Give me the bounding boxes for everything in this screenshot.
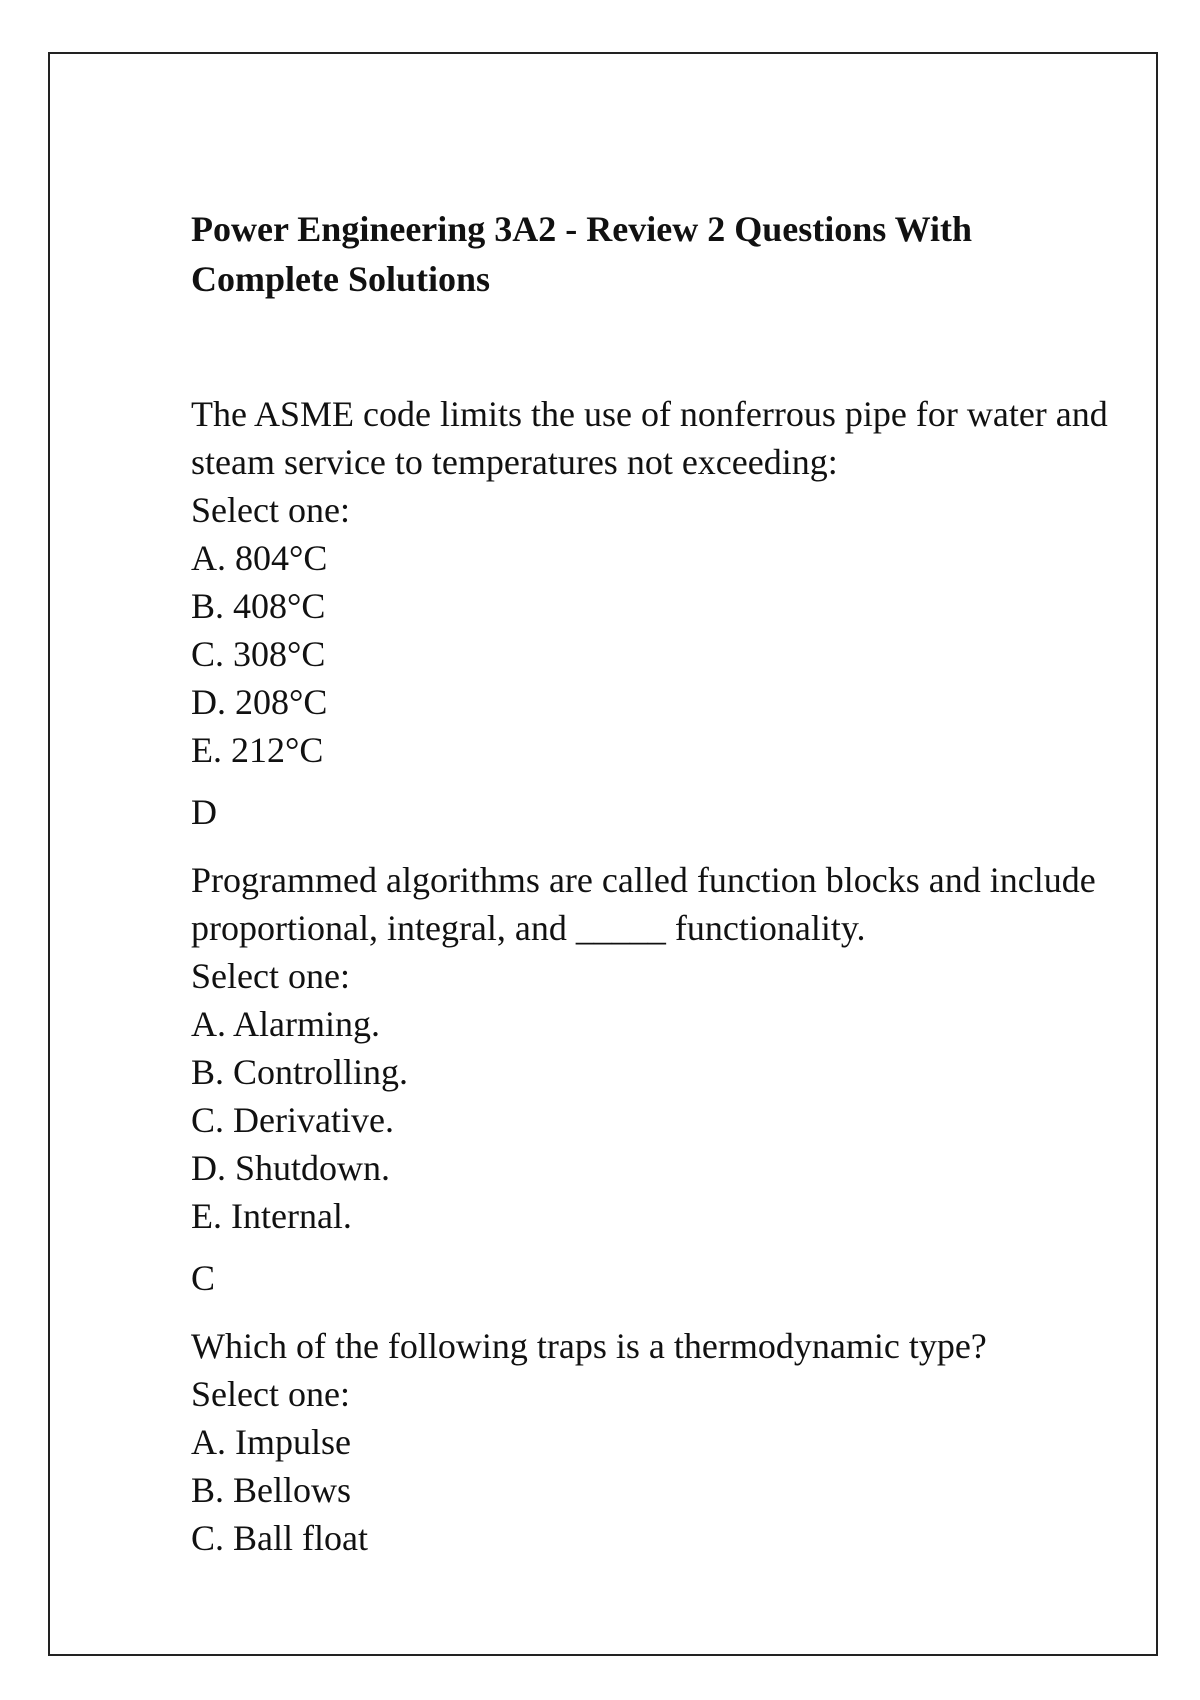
option-e: E. 212°C (191, 730, 324, 770)
option-c: C. 308°C (191, 634, 326, 674)
document-title: Power Engineering 3A2 - Review 2 Questions With Complete Solutions (191, 209, 972, 299)
question-2 (191, 856, 1151, 1302)
document-content (191, 204, 1151, 1562)
option-b: B. 408°C (191, 586, 326, 626)
option-e: E. Internal. (191, 1196, 352, 1236)
question-1 (191, 390, 1151, 836)
select-prompt: Select one: (191, 1374, 350, 1414)
question-text: Programmed algorithms are called function blocks and include proportional, integral, and _____ functionality. (191, 860, 1096, 948)
option-b: B. Controlling. (191, 1052, 409, 1092)
option-c: C. Derivative. (191, 1100, 394, 1140)
select-prompt: Select one: (191, 956, 350, 996)
option-a: A. Impulse (191, 1422, 351, 1462)
option-d: D. 208°C (191, 682, 328, 722)
option-list (191, 1418, 1151, 1562)
question-text: Which of the following traps is a thermodynamic type? (191, 1326, 987, 1366)
answer: C (191, 1258, 216, 1298)
option-b: B. Bellows (191, 1470, 352, 1510)
option-list (191, 534, 1151, 774)
question-text: The ASME code limits the use of nonferrous pipe for water and steam service to temperatures not exceeding: (191, 394, 1108, 482)
option-c: C. Ball float (191, 1518, 368, 1558)
option-a: A. Alarming. (191, 1004, 380, 1044)
question-3 (191, 1322, 1151, 1562)
option-list (191, 1000, 1151, 1240)
question-list (191, 390, 1151, 1562)
page-frame (48, 52, 1158, 1656)
answer: D (191, 792, 217, 832)
option-a: A. 804°C (191, 538, 328, 578)
option-d: D. Shutdown. (191, 1148, 391, 1188)
select-prompt: Select one: (191, 490, 350, 530)
